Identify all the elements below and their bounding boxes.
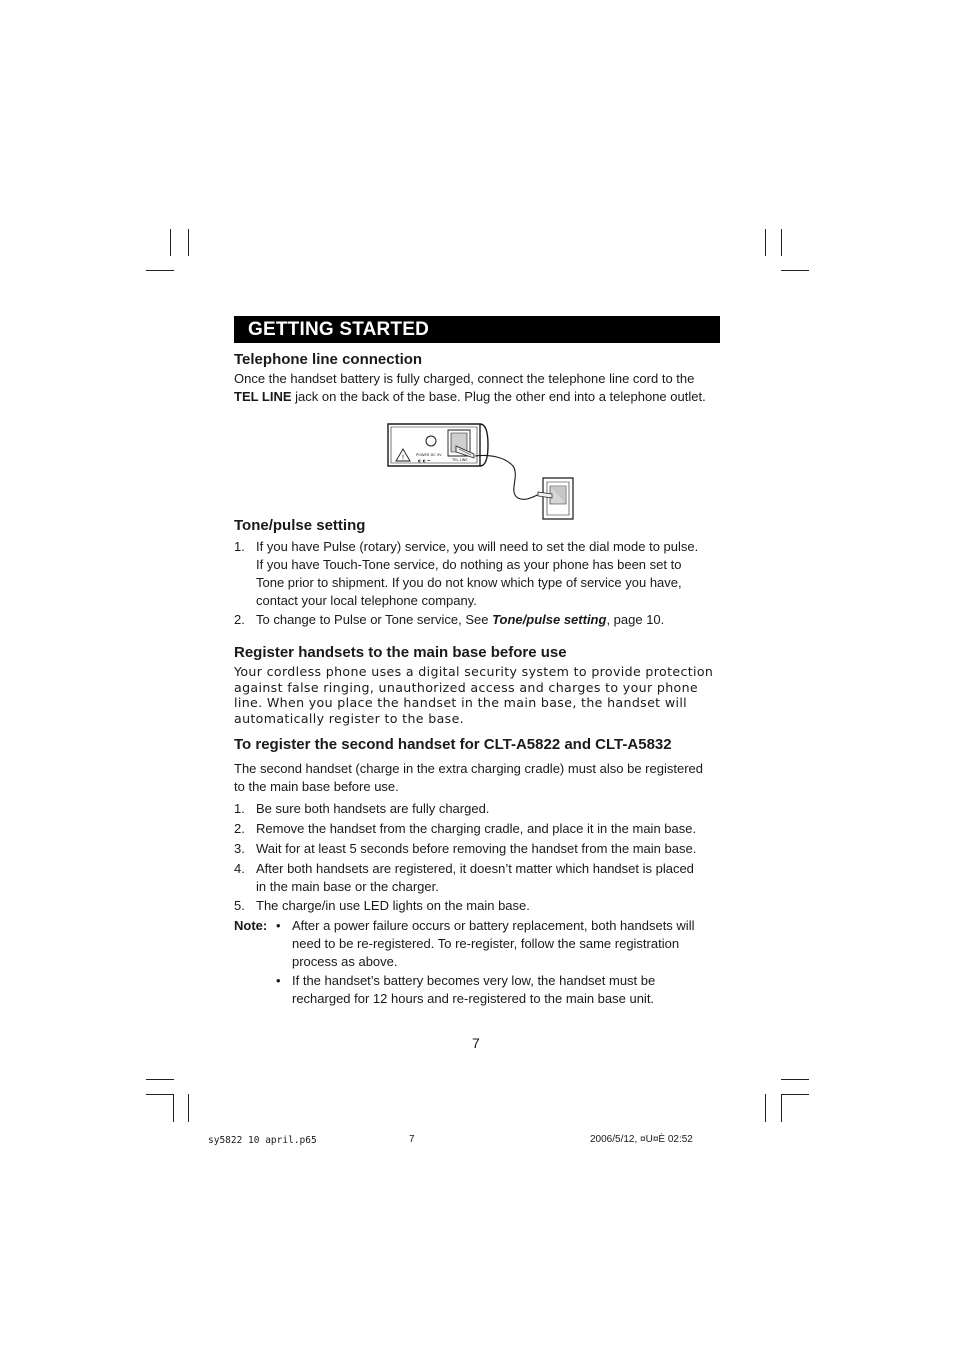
wall-outlet [538,478,573,519]
section-title: GETTING STARTED [248,319,430,340]
step-text: Remove the handset from the charging cradle, and place it in the main base. [256,821,697,836]
page-number: 7 [472,1035,480,1051]
crop-mark [146,1094,174,1095]
crop-mark [188,1094,189,1122]
note-line: need to be re-registered. To re-register, follow the same registration [292,936,680,951]
second-handset-heading: To register the second handset for CLT-A5822 and CLT-A5832 [234,736,672,753]
telephone-line-text-2 [234,388,706,406]
note-line: process as above. [292,954,398,969]
warning-triangle-icon [396,449,410,462]
crop-mark [146,270,174,271]
crop-mark [188,229,189,256]
list-item-text [256,538,698,610]
step-text: Be sure both handsets are fully charged. [256,801,490,816]
list-number: 2. [234,612,245,627]
crop-mark [781,229,782,256]
telephone-line-text-2-rest: jack on the back of the base. Plug the other end into a telephone outlet. [291,389,706,404]
crop-mark [781,1079,809,1080]
step-text [256,860,694,896]
list-item-line: If you have Touch-Tone service, do nothing as your phone has been set to [256,557,682,572]
crop-mark [173,1094,174,1122]
tel-line-jack-label: TEL LINE [452,458,468,462]
crop-mark [170,229,171,256]
crop-mark [765,229,766,256]
crop-mark [146,1079,174,1080]
cross-reference: Tone/pulse setting [492,612,607,627]
paragraph-line: line. When you place the handset in the main base, the handset will [234,695,688,710]
paragraph-line: automatically register to the base. [234,710,465,726]
bullet-icon: • [276,918,281,933]
note-line: If the handset’s battery becomes very low, the handset must be [292,973,656,988]
section-header-bar [234,316,720,343]
power-dc-label: POWER DC 9V [416,453,442,457]
step-number: 3. [234,841,245,856]
tel-line-jack [448,430,474,458]
list-number: 1. [234,539,245,554]
list-item-text-post: , page 10. [606,612,665,627]
telephone-line-heading: Telephone line connection [234,351,423,368]
power-jack [426,436,436,446]
list-item-line: contact your local telephone company. [256,593,477,608]
footer-date: 2006/5/12, ¤U¤È 02:52 [590,1134,693,1145]
crop-mark [781,1094,809,1095]
crop-mark [781,1094,782,1122]
note-bullet-text [292,972,655,1008]
note-line: recharged for 12 hours and re-registered to the main base unit. [292,991,655,1006]
second-handset-intro-2: to the main base before use. [234,779,399,794]
list-item-line: Tone prior to shipment. If you do not know which type of service you have, [256,575,682,590]
paragraph-line: Your cordless phone uses a digital security system to provide protection [234,664,714,679]
note-line: After a power failure occurs or battery replacement, both handsets will [292,918,695,933]
crop-mark [765,1094,766,1122]
step-number: 4. [234,861,245,876]
crop-mark [781,270,809,271]
step-number: 2. [234,821,245,836]
list-item-line: If you have Pulse (rotary) service, you will need to set the dial mode to pulse. [256,539,699,554]
bullet-icon: • [276,973,281,988]
svg-text:!: ! [401,453,405,462]
footer-page: 7 [409,1134,415,1145]
list-item-text-pre: To change to Pulse or Tone service, See [256,612,493,627]
list-item-text [256,611,664,629]
tone-pulse-heading: Tone/pulse setting [234,517,366,534]
note-label-text: Note: [234,918,268,933]
step-text: The charge/in use LED lights on the main base. [256,898,530,913]
note-bullet-text [292,917,694,971]
telephone-line-text-1: Once the handset battery is fully charged, connect the telephone line cord to the [234,371,695,386]
telephone-connection-diagram [380,418,580,524]
register-heading: Register handsets to the main base before use [234,644,567,661]
register-paragraph [234,664,713,726]
note-label [234,917,267,935]
step-line: in the main base or the charger. [256,879,439,894]
tel-line-bold: TEL LINE [234,389,292,404]
paragraph-line: against false ringing, unauthorized access and charges to your phone [234,679,699,695]
power-symbols: ◐ ◐ ═ [418,458,430,463]
step-text: Wait for at least 5 seconds before removing the handset from the main base. [256,841,697,856]
step-number: 5. [234,898,245,913]
footer-filename: sy5822 10 april.p65 [208,1135,317,1146]
step-line: After both handsets are registered, it doesn’t matter which handset is placed [256,861,694,876]
step-number: 1. [234,801,245,816]
second-handset-intro-1: The second handset (charge in the extra charging cradle) must also be registered [234,761,703,776]
